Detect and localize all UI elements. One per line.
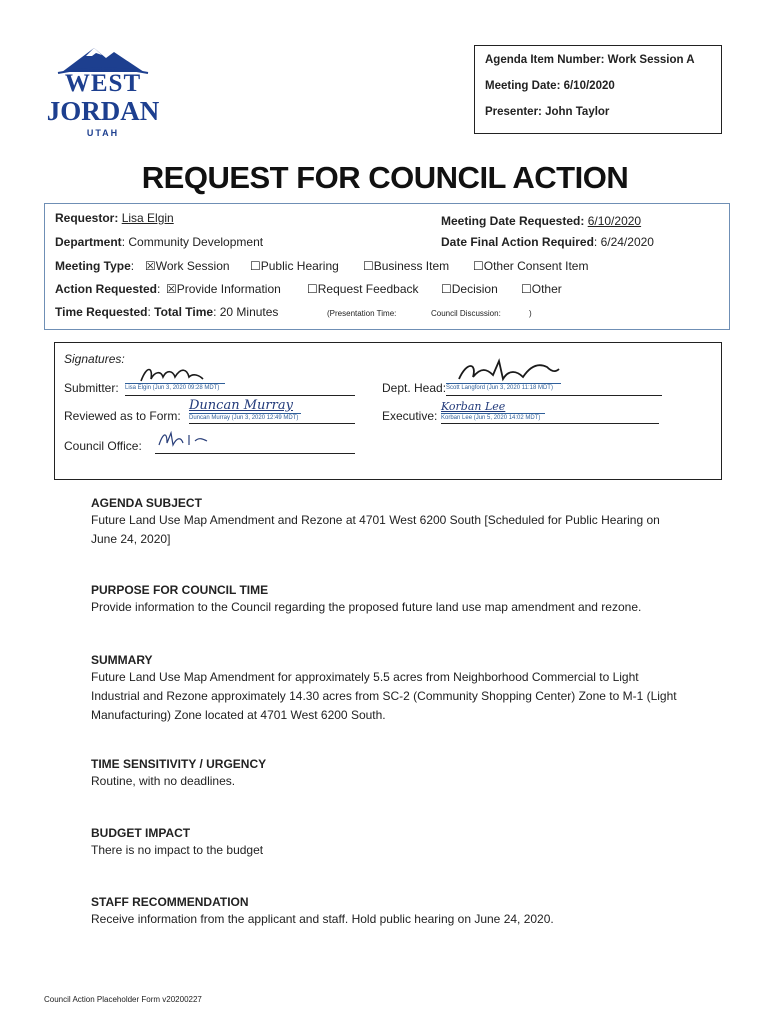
agenda-item-number: Agenda Item Number: Work Session A [485,54,695,66]
page-title: REQUEST FOR COUNCIL ACTION [141,160,629,195]
requestor-value: Lisa Elgin [121,211,174,225]
dept-head-line[interactable] [446,395,662,396]
department-row [55,235,263,249]
signatures-heading: Signatures: [64,352,125,366]
reviewed-line[interactable] [189,423,355,424]
date-final-value: : 6/24/2020 [593,235,654,249]
presentation-time: (Presentation Time: [327,309,397,318]
meeting-type-work-session[interactable]: ☒Work Session [145,259,230,273]
summary-body: Future Land Use Map Amendment for approximately 5.5 acres from Neighborhood Commercial to Light Industrial and Rezone approximately 14.30 acres from SC-2 (Community Shopping Center) Zone to M-1 (Light Manufacturing) Zone located at 4701 West 6200 South. [91,670,677,722]
submitter-stamp: Lisa Elgin (Jun 3, 2020 09:28 MDT) [125,383,225,391]
signatures-box [54,342,722,480]
time-sensitivity-heading: TIME SENSITIVITY / URGENCY [91,757,267,771]
department-value: : Community Development [121,235,264,249]
executive-signature: Korban Lee [441,400,506,413]
date-final-row [441,235,654,249]
dept-head-stamp: Scott Langford (Jun 3, 2020 11:18 MDT) [446,383,561,391]
meeting-date-requested-label: Meeting Date Requested: [441,214,585,228]
meeting-date-requested-value: 6/10/2020 [587,214,642,228]
total-time-label: Total Time [154,305,214,319]
purpose-body: Provide information to the Council regarding the proposed future land use map amendment and rezone. [91,600,642,614]
reviewed-label: Reviewed as to Form: [64,409,181,423]
requestor-label: Requestor: [55,211,119,225]
agenda-presenter: Presenter: John Taylor [485,106,610,118]
date-final-label: Date Final Action Required [441,235,594,249]
reviewed-stamp: Duncan Murray (Jun 3, 2020 12:49 MDT) [189,413,301,421]
time-sensitivity-body: Routine, with no deadlines. [91,774,236,788]
council-office-label: Council Office: [64,439,142,453]
staff-recommendation-body: Receive information from the applicant and staff. Hold public hearing on June 24, 2020. [91,912,554,926]
executive-label: Executive: [382,409,438,423]
logo-utah: UTAH [86,128,120,138]
request-box [44,203,730,330]
action-other[interactable]: ☐Other [521,282,562,296]
department-label: Department [55,235,122,249]
action-requested-row: Action Requested: [55,282,161,296]
time-requested-label: Time Requested [55,305,148,319]
meeting-type-other-consent[interactable]: ☐Other Consent Item [473,259,589,273]
action-decision[interactable]: ☐Decision [441,282,498,296]
council-office-signature-icon [155,427,225,451]
meeting-type-business-item[interactable]: ☐Business Item [363,259,450,273]
executive-stamp: Korban Lee (Jun 5, 2020 14:02 MDT) [441,413,545,421]
action-request-feedback[interactable]: ☐Request Feedback [307,282,419,296]
reviewed-signature: Duncan Murray [189,398,293,413]
meeting-date-requested-row [441,214,641,228]
total-time-value: : 20 Minutes [213,305,279,319]
meeting-type-public-hearing[interactable]: ☐Public Hearing [250,259,339,273]
executive-line[interactable] [441,423,659,424]
footer-form-version: Council Action Placeholder Form v20200227 [44,995,202,1004]
agenda-meeting-date: Meeting Date: 6/10/2020 [485,80,615,92]
time-requested-row: Time Requested: Total Time: 20 Minutes [55,305,279,319]
dept-head-label: Dept. Head: [382,381,447,395]
logo-jordan: JORDAN [46,96,160,126]
summary-heading: SUMMARY [91,653,153,667]
submitter-line[interactable] [125,395,355,396]
west-jordan-logo [42,44,164,144]
council-discussion: Council Discussion: [431,309,501,318]
purpose-heading: PURPOSE FOR COUNCIL TIME [91,583,269,597]
staff-recommendation-heading: STAFF RECOMMENDATION [91,895,249,909]
agenda-info-box [474,45,722,134]
budget-impact-heading: BUDGET IMPACT [91,826,191,840]
submitter-label: Submitter: [64,381,119,395]
council-office-line[interactable] [155,453,355,454]
logo-west: WEST [64,70,142,97]
budget-impact-body: There is no impact to the budget [91,843,264,857]
agenda-subject-heading: AGENDA SUBJECT [91,496,202,510]
time-close-paren: ) [529,309,532,318]
action-provide-information[interactable]: ☒Provide Information [166,282,281,296]
meeting-type-label: Meeting Type [55,259,131,273]
action-requested-label: Action Requested [55,282,158,296]
meeting-type-row: Meeting Type: [55,259,135,273]
agenda-subject-body: Future Land Use Map Amendment and Rezone at 4701 West 6200 South [Scheduled for Public Hearing on June 24, 2020] [91,513,660,546]
requestor-row [55,211,174,225]
